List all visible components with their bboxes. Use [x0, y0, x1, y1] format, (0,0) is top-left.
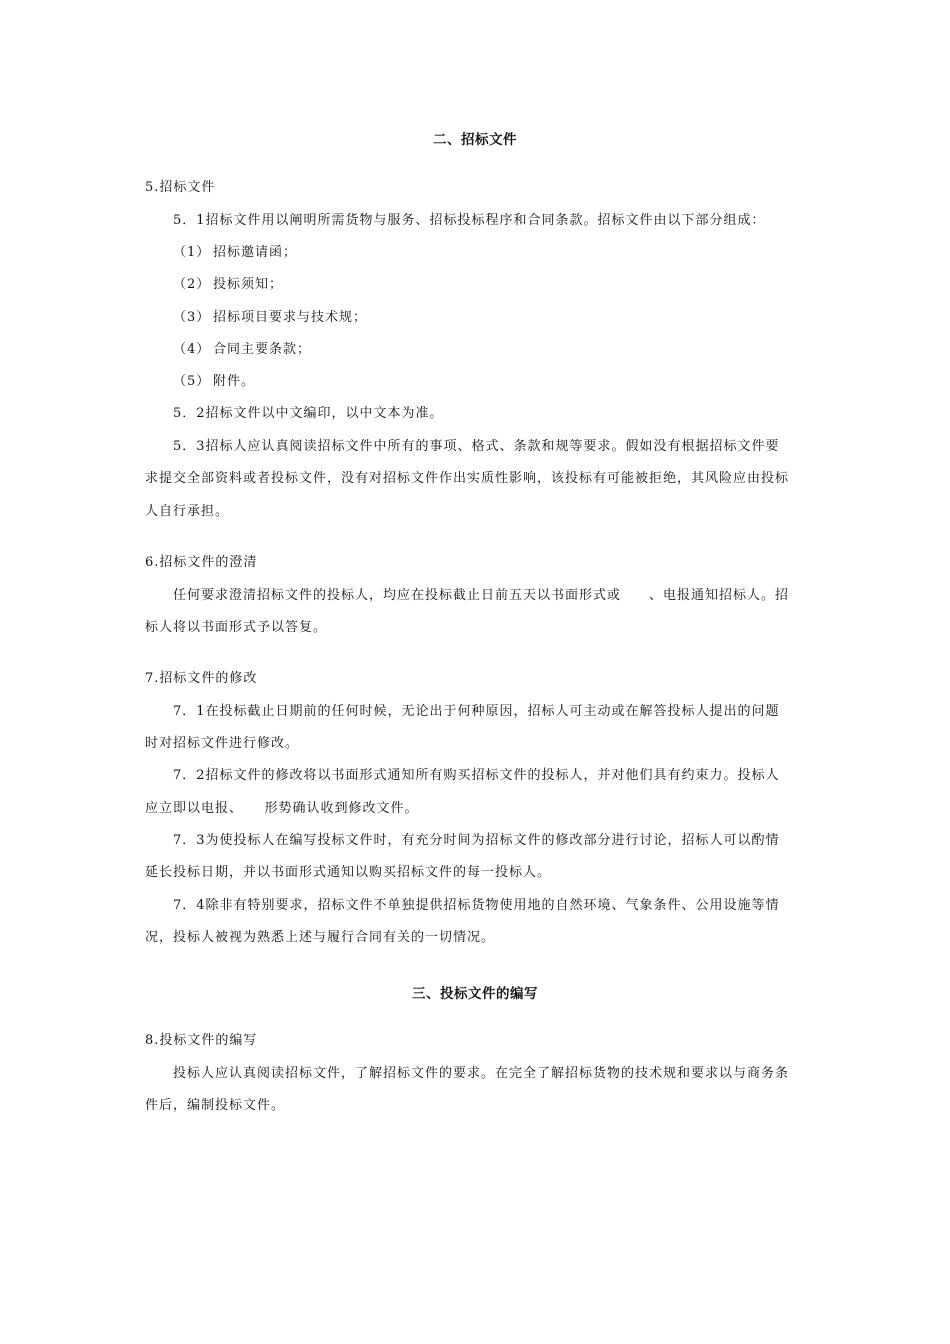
paragraph-7-3-line: 延长投标日期，并以书面形式通知以购买招标文件的每一投标人。 [145, 865, 552, 880]
subsection-title-8: 8.投标文件的编写 [145, 1033, 258, 1048]
list-item-number: （2） [173, 277, 211, 292]
paragraph-5-3-line: 求提交全部资料或者投标文件，没有对招标文件作出实质性影响，该投标有可能被拒绝，其风险应由投标 [145, 471, 790, 486]
list-item-number: （5） [173, 374, 211, 389]
paragraph-7-4-line: 7．4除非有特别要求，招标文件不单独提供招标货物使用地的自然环境、气象条件、公用设施等情 [173, 898, 780, 913]
paragraph-7-2-line: 7．2招标文件的修改将以书面形式通知所有购买招标文件的投标人，并对他们具有约束力。投标人 [173, 768, 780, 783]
paragraph-8-line: 投标人应认真阅读招标文件，了解招标文件的要求。在完全了解招标货物的技术规和要求以与商务条 [173, 1066, 790, 1081]
section-heading-2: 二、招标文件 [433, 132, 517, 148]
list-item-text: 招标邀请函； [213, 245, 298, 260]
subsection-title-5: 5.招标文件 [145, 180, 216, 195]
paragraph-8-line: 件后，编制投标文件。 [145, 1098, 286, 1113]
paragraph-7-2-line: 应立即以电报、 形势确认收到修改文件。 [145, 801, 419, 816]
paragraph-7-4-line: 况，投标人被视为熟悉上述与履行合同有关的一切情况。 [145, 930, 496, 945]
paragraph-7-3-line: 7．3为使投标人在编写投标文件时，有充分时间为招标文件的修改部分进行讨论，招标人可以酌情 [173, 833, 780, 848]
paragraph-7-1-line: 7．1在投标截止日期前的任何时候，无论出于何种原因，招标人可主动或在解答投标人提出的问题 [173, 704, 780, 719]
paragraph-5-3-line: 5．3招标人应认真阅读招标文件中所有的事项、格式、条款和规等要求。假如没有根据招标文件要 [173, 439, 780, 454]
list-item-text: 招标项目要求与技术规； [213, 310, 368, 325]
section-heading-3: 三、投标文件的编写 [412, 986, 538, 1002]
list-item [173, 342, 311, 358]
list-item-number: （1） [173, 245, 211, 260]
list-item [173, 374, 255, 390]
paragraph-5-2: 5．2招标文件以中文编印，以中文本为准。 [173, 406, 444, 421]
paragraph-5-3-line: 人自行承担。 [145, 504, 230, 519]
paragraph-5-1: 5．1招标文件用以阐明所需货物与服务、招标投标程序和合同条款。招标文件由以下部分组成： [173, 213, 766, 228]
list-item [173, 277, 283, 293]
list-item-number: （3） [173, 310, 211, 325]
list-item-number: （4） [173, 342, 211, 357]
list-item [173, 310, 367, 326]
paragraph-6-line: 任何要求澄清招标文件的投标人，均应在投标截止日前五天以书面形式或 、电报通知招标人。招 [173, 588, 790, 603]
paragraph-6-line: 标人将以书面形式予以答复。 [145, 620, 328, 635]
list-item-text: 合同主要条款； [213, 342, 312, 357]
subsection-title-6: 6.招标文件的澄清 [145, 555, 258, 570]
list-item-text: 投标须知； [213, 277, 284, 292]
subsection-title-7: 7.招标文件的修改 [145, 671, 258, 686]
list-item [173, 245, 297, 261]
list-item-text: 附件。 [213, 374, 256, 389]
paragraph-7-1-line: 时对招标文件进行修改。 [145, 736, 300, 751]
